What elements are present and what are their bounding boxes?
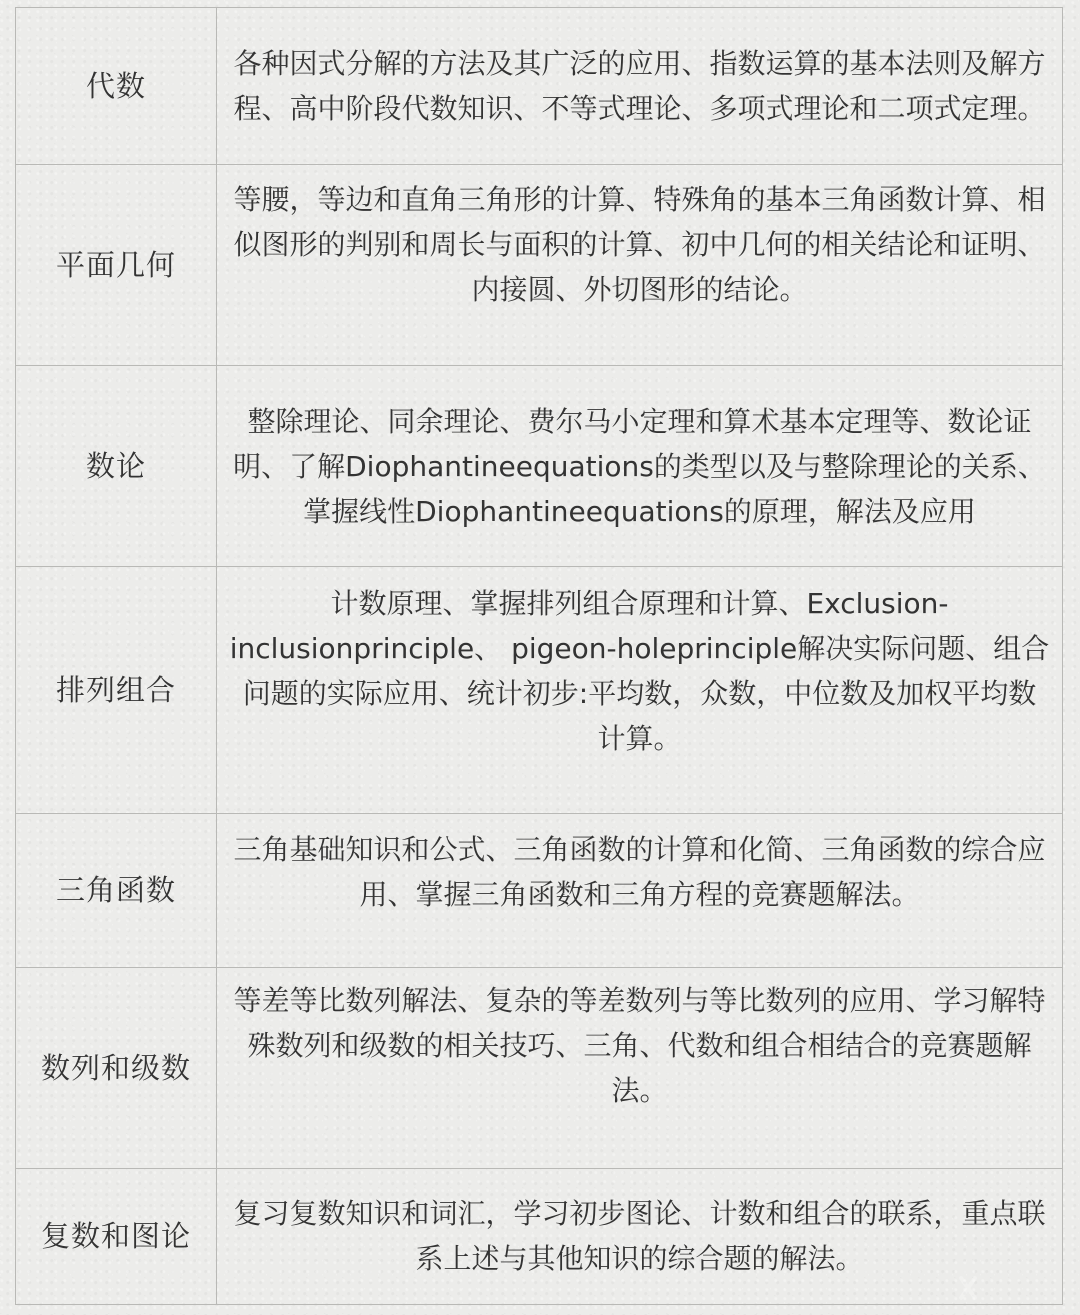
subject-cell: 平面几何 [16,165,217,366]
table-row-number-theory [16,366,1063,567]
subject-cell: 复数和图论 [16,1169,217,1305]
detail-cell: 三角基础知识和公式、三角函数的计算和化简、三角函数的综合应用、掌握三角函数和三角方程的竞赛题解法。 [217,814,1063,968]
curriculum-table [15,7,1063,1305]
subject-cell: 排列组合 [16,567,217,814]
table-row-algebra [16,8,1063,165]
table-row-complex-graph-theory [16,1169,1063,1305]
detail-cell: 计数原理、掌握排列组合原理和计算、Exclusion-inclusionprinciple、 pigeon-holeprinciple解决实际问题、组合问题的实际应用、统计初步:平均数，众数，中位数及加权平均数计算。 [217,567,1063,814]
table-row-plane-geometry [16,165,1063,366]
table-row-sequences-series [16,968,1063,1169]
detail-cell: 等腰，等边和直角三角形的计算、特殊角的基本三角函数计算、相似图形的判别和周长与面积的计算、初中几何的相关结论和证明、内接圆、外切图形的结论。 [217,165,1063,366]
detail-cell: 复习复数知识和词汇，学习初步图论、计数和组合的联系，重点联系上述与其他知识的综合题的解法。 [217,1169,1063,1305]
detail-cell: 各种因式分解的方法及其广泛的应用、指数运算的基本法则及解方程、高中阶段代数知识、不等式理论、多项式理论和二项式定理。 [217,8,1063,165]
subject-cell: 数论 [16,366,217,567]
table-row-combinatorics [16,567,1063,814]
detail-cell: 等差等比数列解法、复杂的等差数列与等比数列的应用、学习解特殊数列和级数的相关技巧、三角、代数和组合相结合的竞赛题解法。 [217,968,1063,1169]
subject-cell: 三角函数 [16,814,217,968]
subject-cell: 代数 [16,8,217,165]
subject-cell: 数列和级数 [16,968,217,1169]
detail-cell: 整除理论、同余理论、费尔马小定理和算术基本定理等、数论证明、了解Diophantineequations的类型以及与整除理论的关系、掌握线性Diophantineequations的原理，解法及应用 [217,366,1063,567]
curriculum-table-container [15,7,1063,1305]
table-row-trigonometric-functions [16,814,1063,968]
